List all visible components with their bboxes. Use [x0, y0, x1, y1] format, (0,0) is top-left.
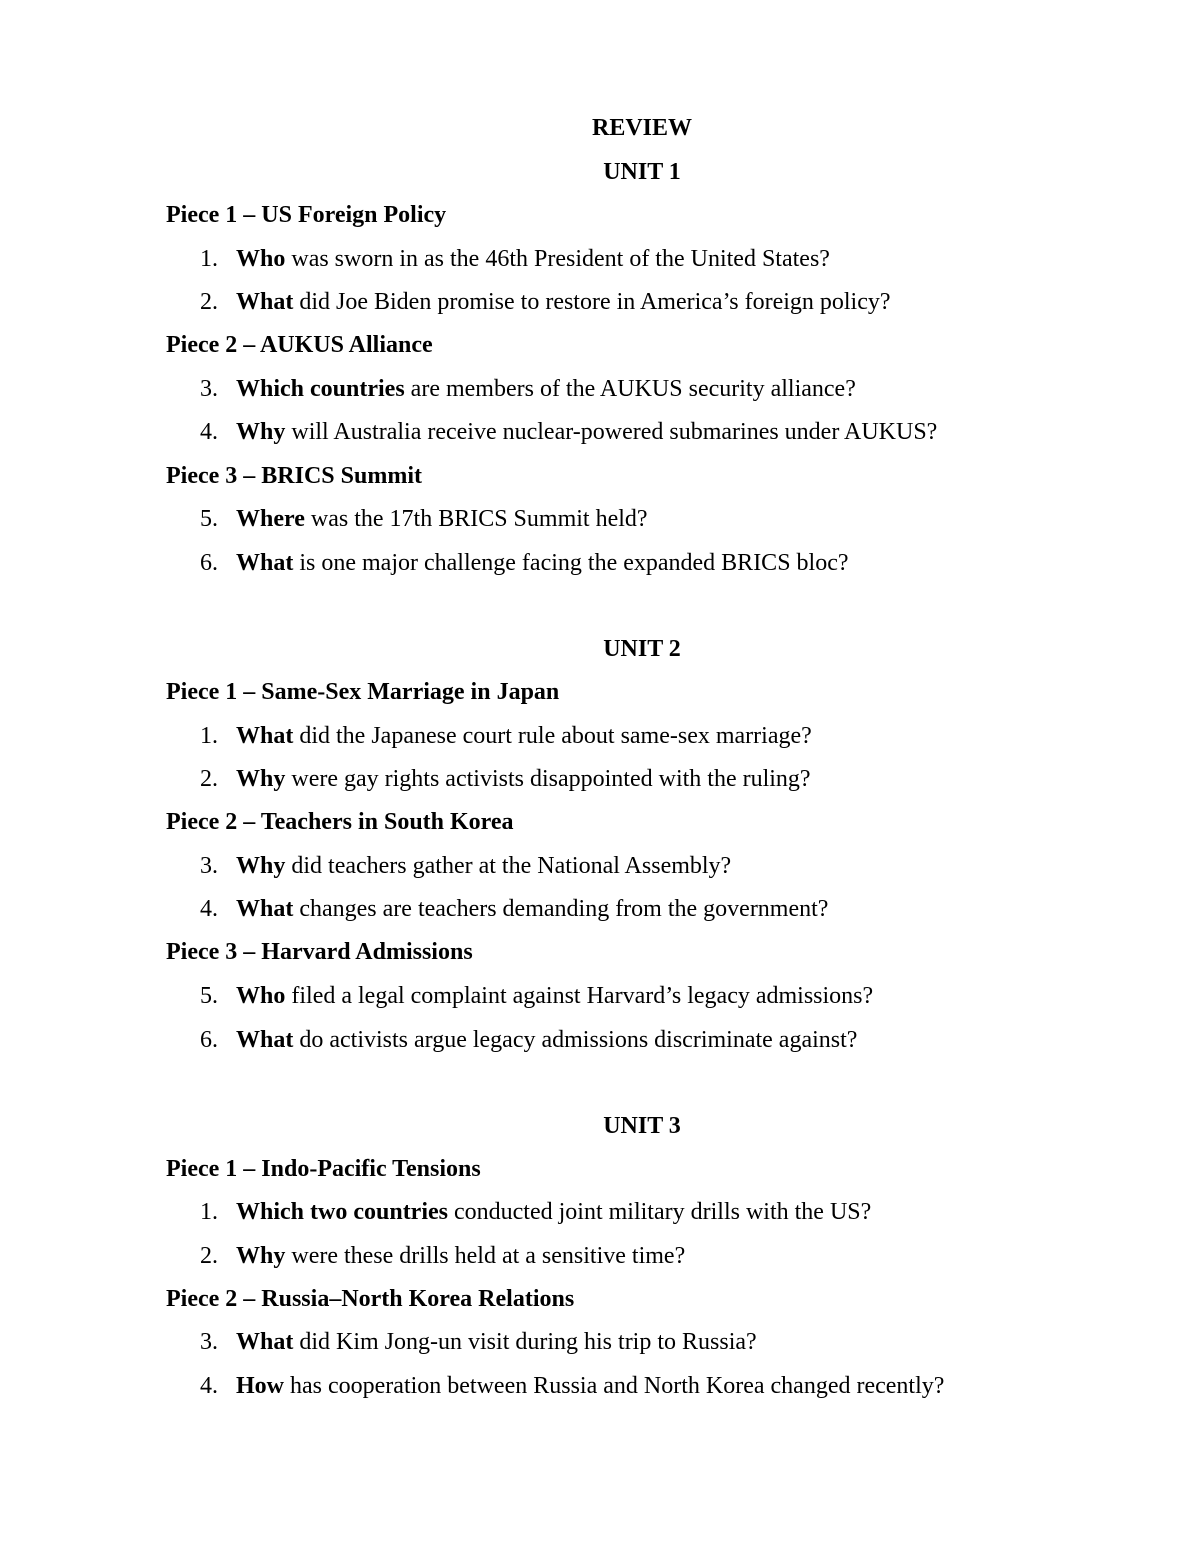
question-text: has cooperation between Russia and North Korea changed recently?	[284, 1373, 945, 1399]
question-lead: What	[236, 289, 294, 315]
question-text: was the 17th BRICS Summit held?	[304, 506, 648, 532]
question-lead: What	[236, 1027, 294, 1053]
question-text: did teachers gather at the National Assembly?	[285, 853, 732, 879]
question-text: is one major challenge facing the expanded BRICS bloc?	[293, 550, 849, 576]
question-lead: Who	[236, 983, 286, 1009]
question-lead: Which countries	[236, 376, 405, 402]
question-number: 4.	[200, 896, 218, 922]
question-number: 4.	[200, 1373, 218, 1399]
unit-1-piece-1-heading: Piece 1 – US Foreign Policy	[166, 202, 447, 228]
question-item	[200, 549, 849, 577]
question-item	[200, 375, 856, 403]
question-lead: Where	[236, 506, 305, 532]
question-text: did Joe Biden promise to restore in America’s foreign policy?	[293, 289, 891, 315]
question-lead: What	[236, 896, 294, 922]
question-item	[200, 982, 873, 1010]
question-number: 3.	[200, 1329, 218, 1355]
question-lead: What	[236, 550, 294, 576]
unit-1-title: UNIT 1	[603, 159, 681, 185]
question-lead: Why	[236, 853, 286, 879]
question-text: changes are teachers demanding from the government?	[293, 896, 829, 922]
question-lead: Who	[236, 246, 286, 272]
question-item	[200, 895, 828, 923]
question-lead: How	[236, 1373, 284, 1399]
question-lead: Why	[236, 766, 286, 792]
question-item	[200, 505, 648, 533]
unit-3-piece-2-heading: Piece 2 – Russia–North Korea Relations	[166, 1286, 575, 1312]
question-item	[200, 418, 937, 446]
question-number: 2.	[200, 766, 218, 792]
question-lead: Why	[236, 419, 286, 445]
question-text: conducted joint military drills with the US?	[448, 1199, 872, 1225]
question-text: do activists argue legacy admissions discriminate against?	[293, 1027, 858, 1053]
question-lead: Which two countries	[236, 1199, 448, 1225]
question-text: did the Japanese court rule about same-sex marriage?	[293, 723, 812, 749]
question-item	[200, 288, 891, 316]
question-number: 2.	[200, 1243, 218, 1269]
question-lead: Why	[236, 1243, 286, 1269]
question-item	[200, 722, 812, 750]
unit-2-piece-2-heading: Piece 2 – Teachers in South Korea	[166, 809, 514, 835]
question-text: will Australia receive nuclear-powered submarines under AUKUS?	[285, 419, 938, 445]
question-lead: What	[236, 723, 294, 749]
question-number: 4.	[200, 419, 218, 445]
question-number: 3.	[200, 853, 218, 879]
question-lead: What	[236, 1329, 294, 1355]
unit-3-piece-1-heading: Piece 1 – Indo-Pacific Tensions	[166, 1156, 481, 1182]
question-item	[200, 1026, 857, 1054]
question-text: are members of the AUKUS security alliance?	[404, 376, 856, 402]
question-item	[200, 765, 811, 793]
question-text: were these drills held at a sensitive time?	[285, 1243, 686, 1269]
unit-2-piece-1-heading: Piece 1 – Same-Sex Marriage in Japan	[166, 679, 560, 705]
question-item	[200, 852, 731, 880]
question-number: 2.	[200, 289, 218, 315]
unit-2-title: UNIT 2	[603, 636, 681, 662]
question-number: 1.	[200, 246, 218, 272]
unit-1-piece-3-heading: Piece 3 – BRICS Summit	[166, 463, 422, 489]
question-number: 6.	[200, 550, 218, 576]
question-number: 3.	[200, 376, 218, 402]
question-number: 1.	[200, 1199, 218, 1225]
unit-3-title: UNIT 3	[603, 1113, 681, 1139]
question-text: did Kim Jong-un visit during his trip to Russia?	[293, 1329, 757, 1355]
unit-2-piece-3-heading: Piece 3 – Harvard Admissions	[166, 939, 473, 965]
question-number: 1.	[200, 723, 218, 749]
question-item	[200, 1372, 944, 1400]
document-title: REVIEW	[591, 115, 693, 141]
question-number: 5.	[200, 983, 218, 1009]
question-text: filed a legal complaint against Harvard’s legacy admissions?	[285, 983, 874, 1009]
question-number: 6.	[200, 1027, 218, 1053]
unit-1-piece-2-heading: Piece 2 – AUKUS Alliance	[166, 332, 433, 358]
question-item	[200, 1328, 757, 1356]
question-number: 5.	[200, 506, 218, 532]
question-text: was sworn in as the 46th President of the United States?	[285, 246, 830, 272]
question-item	[200, 1198, 871, 1226]
question-item	[200, 1242, 685, 1270]
question-item	[200, 245, 830, 273]
question-text: were gay rights activists disappointed with the ruling?	[285, 766, 811, 792]
